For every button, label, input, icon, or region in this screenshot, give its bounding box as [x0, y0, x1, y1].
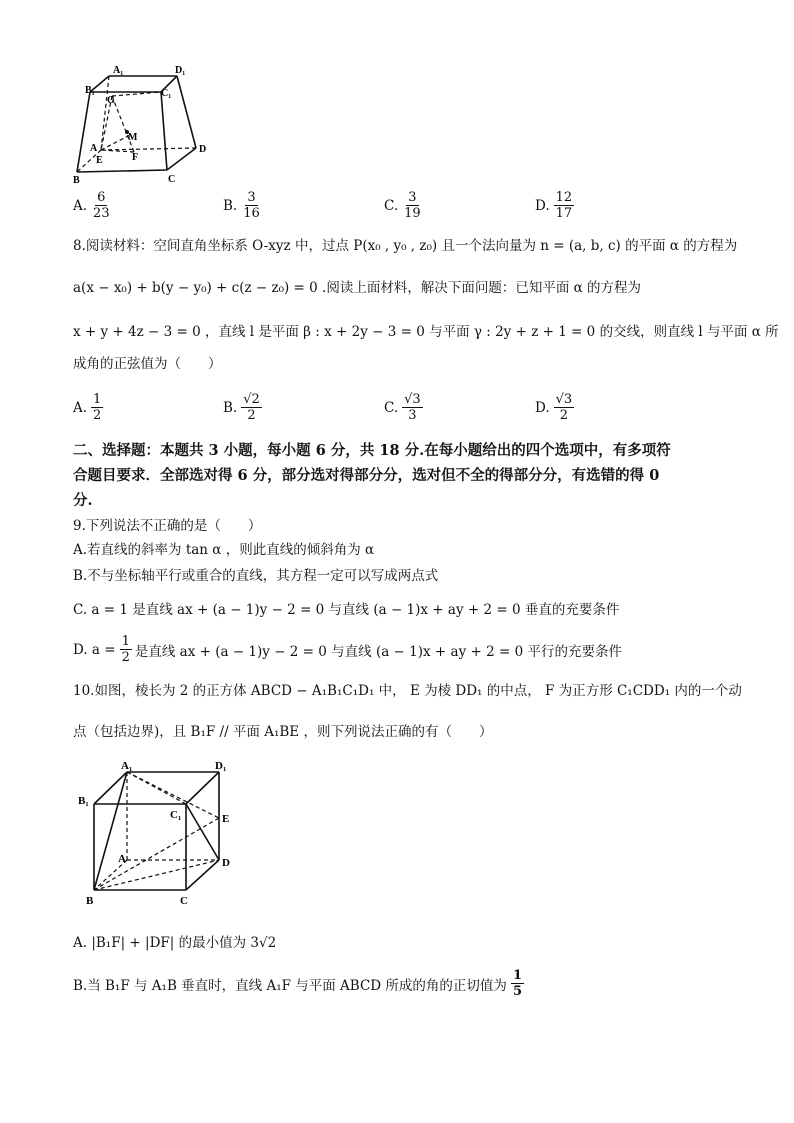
fig1-label-c: C — [168, 174, 176, 185]
fig1-label-d1: D₁ — [175, 65, 186, 76]
fig1-label-a1: A₁ — [113, 65, 124, 76]
fig1-label-e: E — [96, 155, 103, 166]
fig1-label-g: G — [107, 95, 115, 106]
section2-line3: 分. — [73, 492, 93, 509]
q9-option-d[interactable]: D. a = $\frac{1}{2}$ 是直线 ax + (a − 1)y − 2 = 0 与直线 (a − 1)x + ay + 2 = 0 平行的充要条件 — [73, 634, 622, 665]
fig2-label-e: E — [222, 813, 230, 825]
q7-option-d[interactable]: D. $\frac{12}{17}$ — [535, 190, 573, 221]
q10-option-a[interactable]: A. |B₁F| + |DF| 的最小值为 3√2 — [73, 935, 277, 951]
q8-option-a[interactable]: A. $\frac{1}{2}$ — [73, 392, 102, 423]
q9-option-c[interactable]: C. a = 1 是直线 ax + (a − 1)y − 2 = 0 与直线 (a − 1)x + ay + 2 = 0 垂直的充要条件 — [73, 602, 620, 618]
q8-option-d[interactable]: D. $\frac{√3}{2}$ — [535, 392, 573, 423]
fig1-label-f: F — [132, 152, 139, 163]
q8-option-c[interactable]: C. $\frac{√3}{3}$ — [384, 392, 421, 423]
frustum-figure — [72, 62, 222, 187]
q8-stem-line2: a(x − x₀) + b(y − y₀) + c(z − z₀) = 0 .阅读上面材料，解决下面问题：已知平面 α 的方程为 — [73, 280, 642, 296]
fig2-label-b1: B₁ — [78, 795, 89, 807]
fig1-label-m: M — [128, 132, 138, 143]
q9-option-b[interactable]: B.不与坐标轴平行或重合的直线，其方程一定可以写成两点式 — [73, 568, 439, 584]
fig1-label-c1: C₁ — [161, 88, 172, 99]
q8-option-b[interactable]: B. $\frac{√2}{2}$ — [223, 392, 260, 423]
q8-stem-line4: 成角的正弦值为（ ） — [73, 356, 222, 372]
q7-option-b[interactable]: B. $\frac{3}{16}$ — [223, 190, 260, 221]
cube-figure — [72, 758, 252, 908]
q10-option-b[interactable]: B.当 B₁F 与 A₁B 垂直时，直线 A₁F 与平面 ABCD 所成的角的正切值为 $\frac{1}{5}$ — [73, 968, 522, 999]
fig1-label-b1: B₁ — [85, 85, 95, 96]
fig2-label-a1: A₁ — [121, 760, 133, 772]
q10-stem-line1: 10.如图，棱长为 2 的正方体 ABCD − A₁B₁C₁D₁ 中， E 为棱 DD₁ 的中点， F 为正方形 C₁CDD₁ 内的一个动 — [73, 683, 742, 699]
section2-line2: 合题目要求．全部选对得 6 分，部分选对得部分分，选对但不全的得部分分，有选错的得 0 — [73, 467, 660, 484]
fig2-label-b: B — [86, 895, 94, 907]
fig1-label-b: B — [73, 175, 80, 186]
fig2-label-c1: C₁ — [170, 809, 182, 821]
q7-option-a[interactable]: A. $\frac{6}{23}$ — [73, 190, 110, 221]
fig2-label-d: D — [222, 857, 230, 869]
q9-stem: 9.下列说法不正确的是（ ） — [73, 518, 262, 534]
q7-option-c[interactable]: C. $\frac{3}{19}$ — [384, 190, 421, 221]
q10-stem-line2: 点（包括边界)，且 B₁F // 平面 A₁BE ，则下列说法正确的有（ ） — [73, 724, 493, 740]
fig2-label-c: C — [180, 895, 188, 907]
fig2-label-d1: D₁ — [215, 760, 227, 772]
q8-stem-line1: 8.阅读材料：空间直角坐标系 O-xyz 中，过点 P(x₀ , y₀ , z₀) 且一个法向量为 n = (a, b, c) 的平面 α 的方程为 — [73, 238, 738, 254]
fig1-label-a: A — [90, 143, 98, 154]
q9-option-a[interactable]: A.若直线的斜率为 tan α ，则此直线的倾斜角为 α — [73, 542, 375, 558]
fig2-label-a: A — [118, 853, 126, 865]
section2-line1: 二、选择题：本题共 3 小题，每小题 6 分，共 18 分.在每小题给出的四个选项中，有多项符 — [73, 442, 671, 459]
q8-stem-line3: x + y + 4z − 3 = 0 ，直线 l 是平面 β : x + 2y − 3 = 0 与平面 γ : 2y + z + 1 = 0 的交线，则直线 l 与平面 α 所 — [73, 324, 779, 340]
fig1-label-d: D — [199, 144, 207, 155]
